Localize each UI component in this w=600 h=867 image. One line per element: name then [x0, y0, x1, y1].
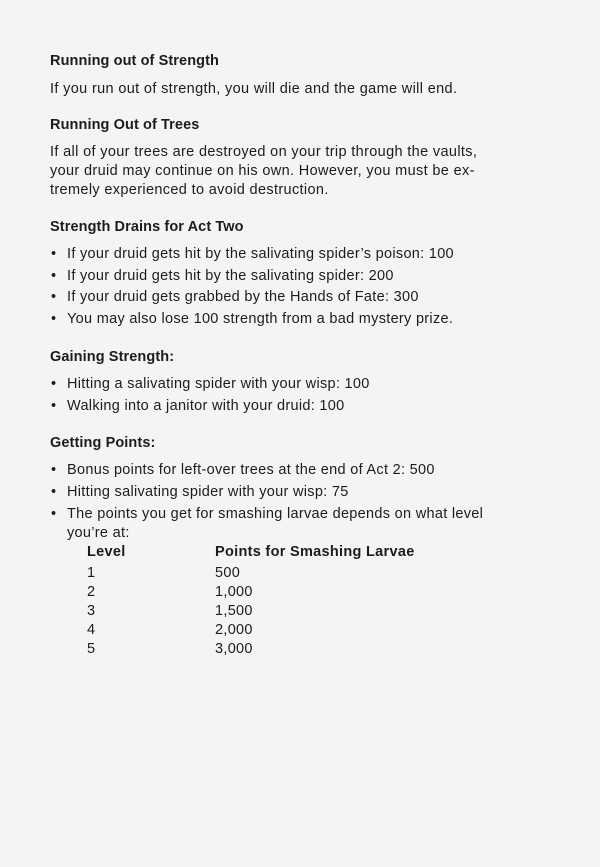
table-cell-level: 1 — [87, 565, 96, 581]
heading-running-out-of-trees: Running Out of Trees — [50, 117, 200, 133]
table-header-row — [87, 543, 415, 564]
list-item — [50, 482, 550, 504]
list-item — [50, 244, 550, 266]
bullet-icon: • — [51, 376, 57, 392]
list-item-text: If your druid gets hit by the salivating spider: 200 — [67, 267, 394, 284]
bullet-icon: • — [51, 289, 57, 305]
list-item-text: The points you get for smashing larvae depends on what level — [67, 506, 484, 522]
list-item-text: Bonus points for left-over trees at the end of Act 2: 500 — [67, 462, 435, 478]
table-row — [87, 564, 415, 583]
bullet-icon: • — [51, 246, 57, 262]
section-running-out-of-strength — [50, 52, 550, 99]
bullet-icon: • — [51, 506, 57, 522]
table-cell-level: 2 — [87, 584, 96, 600]
list-item — [50, 396, 550, 418]
table-cell-points: 2,000 — [215, 622, 253, 638]
table-row — [87, 583, 415, 602]
paragraph-running-out-of-strength: If you run out of strength, you will die and the game will end. — [50, 81, 458, 97]
list-item — [50, 505, 550, 543]
list-item — [50, 309, 550, 331]
table-header-points: Points for Smashing Larvae — [215, 544, 415, 560]
table-cell-points: 1,500 — [215, 603, 253, 619]
list-item — [50, 374, 550, 396]
table-cell-level: 3 — [87, 603, 96, 619]
list-item-text: Hitting salivating spider with your wisp: 75 — [67, 483, 349, 500]
paragraph-line: tremely experienced to avoid destruction. — [50, 182, 329, 198]
strength-drains-list — [50, 244, 550, 330]
table-cell-level: 4 — [87, 622, 96, 638]
list-item-text: If your druid gets grabbed by the Hands of Fate: 300 — [67, 289, 419, 305]
table-cell-level: 5 — [87, 641, 96, 657]
list-item-text: you’re at: — [67, 525, 130, 541]
larvae-points-table — [87, 543, 415, 659]
list-item — [50, 287, 550, 309]
section-getting-points — [50, 434, 550, 659]
table-row — [87, 640, 415, 659]
getting-points-list — [50, 460, 550, 543]
bullet-icon: • — [51, 267, 57, 284]
heading-gaining-strength: Gaining Strength: — [50, 349, 175, 365]
table-row — [87, 602, 415, 621]
bullet-icon: • — [51, 483, 57, 500]
table-row — [87, 621, 415, 640]
list-item-text: Walking into a janitor with your druid: 100 — [67, 397, 345, 414]
paragraph-line: If all of your trees are destroyed on your trip through the vaults, — [50, 144, 478, 160]
list-item-text: Hitting a salivating spider with your wisp: 100 — [67, 376, 370, 392]
list-item — [50, 266, 550, 288]
section-strength-drains — [50, 218, 550, 330]
list-item-text: If your druid gets hit by the salivating spider’s poison: 100 — [67, 246, 454, 262]
table-cell-points: 1,000 — [215, 584, 253, 600]
gaining-strength-list — [50, 374, 550, 417]
table-cell-points: 500 — [215, 565, 241, 581]
bullet-icon: • — [51, 397, 57, 414]
heading-strength-drains: Strength Drains for Act Two — [50, 219, 244, 235]
bullet-icon: • — [51, 462, 57, 478]
paragraph-running-out-of-trees — [50, 143, 550, 200]
heading-getting-points: Getting Points: — [50, 435, 156, 451]
bullet-icon: • — [51, 310, 57, 327]
list-item-text: You may also lose 100 strength from a bad mystery prize. — [67, 310, 454, 327]
section-gaining-strength — [50, 348, 550, 417]
table-header-level: Level — [87, 544, 126, 560]
section-running-out-of-trees — [50, 116, 550, 200]
paragraph-line: your druid may continue on his own. However, you must be ex- — [50, 163, 475, 179]
heading-running-out-of-strength: Running out of Strength — [50, 53, 220, 69]
list-item — [50, 460, 550, 482]
table-cell-points: 3,000 — [215, 641, 253, 657]
